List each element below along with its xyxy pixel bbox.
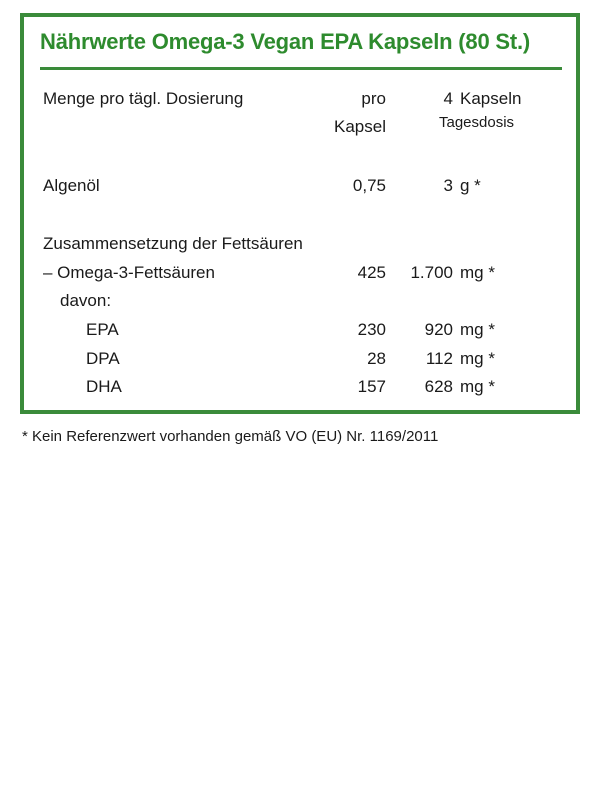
- row-unit: mg *: [460, 377, 495, 396]
- header-menge: Menge pro tägl. Dosierung: [43, 89, 244, 108]
- row-daily: 112: [425, 349, 453, 368]
- header-kapseln: Kapseln: [460, 89, 522, 108]
- row-per-capsule: 230: [357, 320, 386, 339]
- row-daily: 1.700: [410, 263, 453, 282]
- row-unit: mg *: [460, 320, 495, 339]
- title-divider: [40, 67, 562, 70]
- row-per-capsule: 28: [367, 349, 386, 368]
- header-pro: pro: [361, 89, 386, 108]
- nutrition-panel: [20, 13, 580, 414]
- row-label: DHA: [86, 377, 122, 396]
- row-unit: mg *: [460, 263, 495, 282]
- panel-title: Nährwerte Omega-3 Vegan EPA Kapseln (80 St.): [40, 29, 531, 54]
- header-qty: 4: [443, 89, 453, 108]
- row-unit: mg *: [460, 349, 495, 368]
- row-daily: 628: [424, 377, 453, 396]
- row-label: EPA: [86, 320, 119, 339]
- header-kapsel: Kapsel: [334, 117, 386, 136]
- row-daily: 920: [424, 320, 453, 339]
- header-tagesdosis: Tagesdosis: [439, 114, 515, 131]
- row-label: Algenöl: [43, 176, 100, 195]
- row-per-capsule: 0,75: [352, 176, 386, 195]
- row-label: DPA: [86, 349, 120, 368]
- footnote: * Kein Referenzwert vorhanden gemäß VO (EU) Nr. 1169/2011: [22, 428, 439, 445]
- section-heading: Zusammensetzung der Fettsäuren: [43, 234, 303, 253]
- row-label: – Omega-3-Fettsäuren: [43, 263, 215, 282]
- row-unit: g *: [460, 176, 481, 195]
- row-per-capsule: 425: [357, 263, 386, 282]
- row-per-capsule: 157: [357, 377, 386, 396]
- row-daily: 3: [443, 176, 453, 195]
- row-label: davon:: [60, 291, 112, 310]
